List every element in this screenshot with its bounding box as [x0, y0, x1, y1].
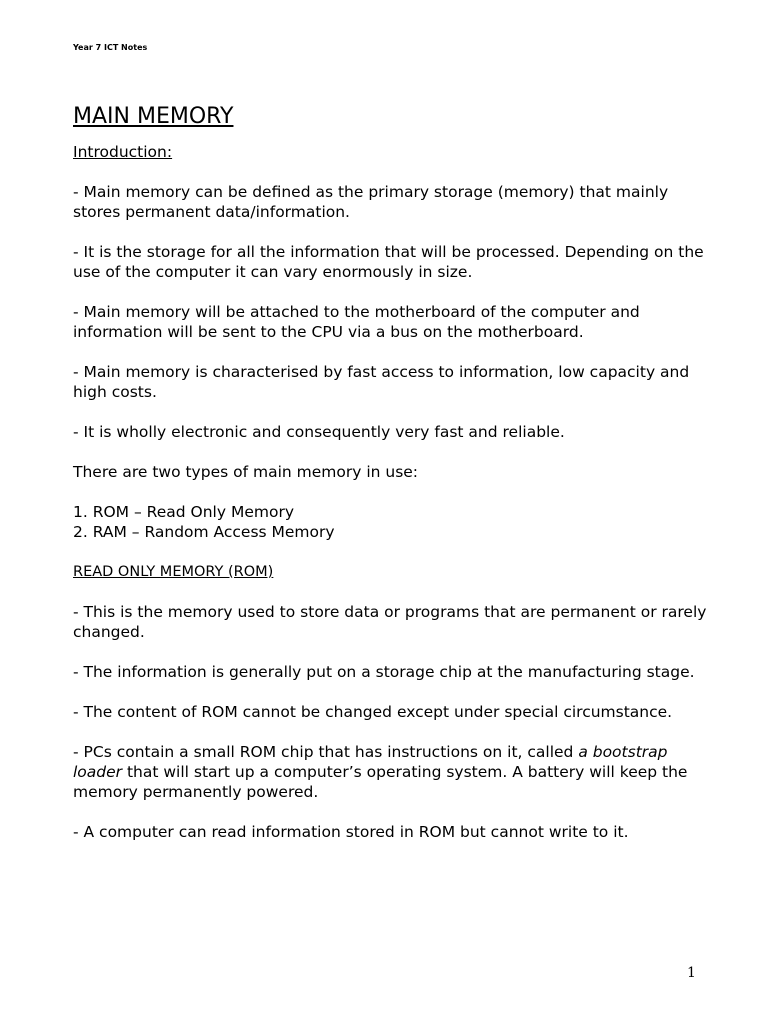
bootstrap-text-before: - PCs contain a small ROM chip that has instructions on it, called — [73, 743, 579, 761]
bootstrap-loader-term: a bootstrap loader — [73, 743, 668, 781]
memory-types-intro: There are two types of main memory in use: — [73, 463, 419, 481]
page-number: 1 — [687, 965, 696, 981]
intro-paragraph-5: - It is wholly electronic and consequently very fast and reliable. — [73, 423, 565, 441]
rom-paragraph-3: - The content of ROM cannot be changed except under special circumstance. — [73, 703, 673, 721]
running-header: Year 7 ICT Notes — [73, 43, 148, 52]
list-item-rom: 1. ROM – Read Only Memory — [73, 503, 295, 521]
bootstrap-text-after: that will start up a computer’s operating system. A battery will keep the memory permanently powered. — [73, 763, 688, 801]
bootstrap-paragraph — [73, 742, 713, 802]
intro-paragraph-2: - It is the storage for all the information that will be processed. Depending on the use of the computer it can vary enormously in size. — [73, 243, 704, 281]
rom-read-only-paragraph: - A computer can read information stored in ROM but cannot write to it. — [73, 823, 629, 841]
document-body — [73, 102, 713, 862]
introduction-heading: Introduction: — [73, 143, 173, 161]
memory-types-list — [73, 502, 713, 542]
intro-paragraph-3: - Main memory will be attached to the motherboard of the computer and information will be sent to the CPU via a bus on the motherboard. — [73, 303, 640, 341]
page-title: MAIN MEMORY — [73, 104, 234, 129]
rom-paragraph-2: - The information is generally put on a storage chip at the manufacturing stage. — [73, 663, 695, 681]
list-item-ram: 2. RAM – Random Access Memory — [73, 523, 335, 541]
rom-paragraph-1: - This is the memory used to store data or programs that are permanent or rarely changed. — [73, 603, 707, 641]
rom-section-heading: READ ONLY MEMORY (ROM) — [73, 564, 274, 580]
intro-paragraph-1: - Main memory can be defined as the primary storage (memory) that mainly stores permanent data/information. — [73, 183, 669, 221]
intro-paragraph-4: - Main memory is characterised by fast access to information, low capacity and high costs. — [73, 363, 690, 401]
